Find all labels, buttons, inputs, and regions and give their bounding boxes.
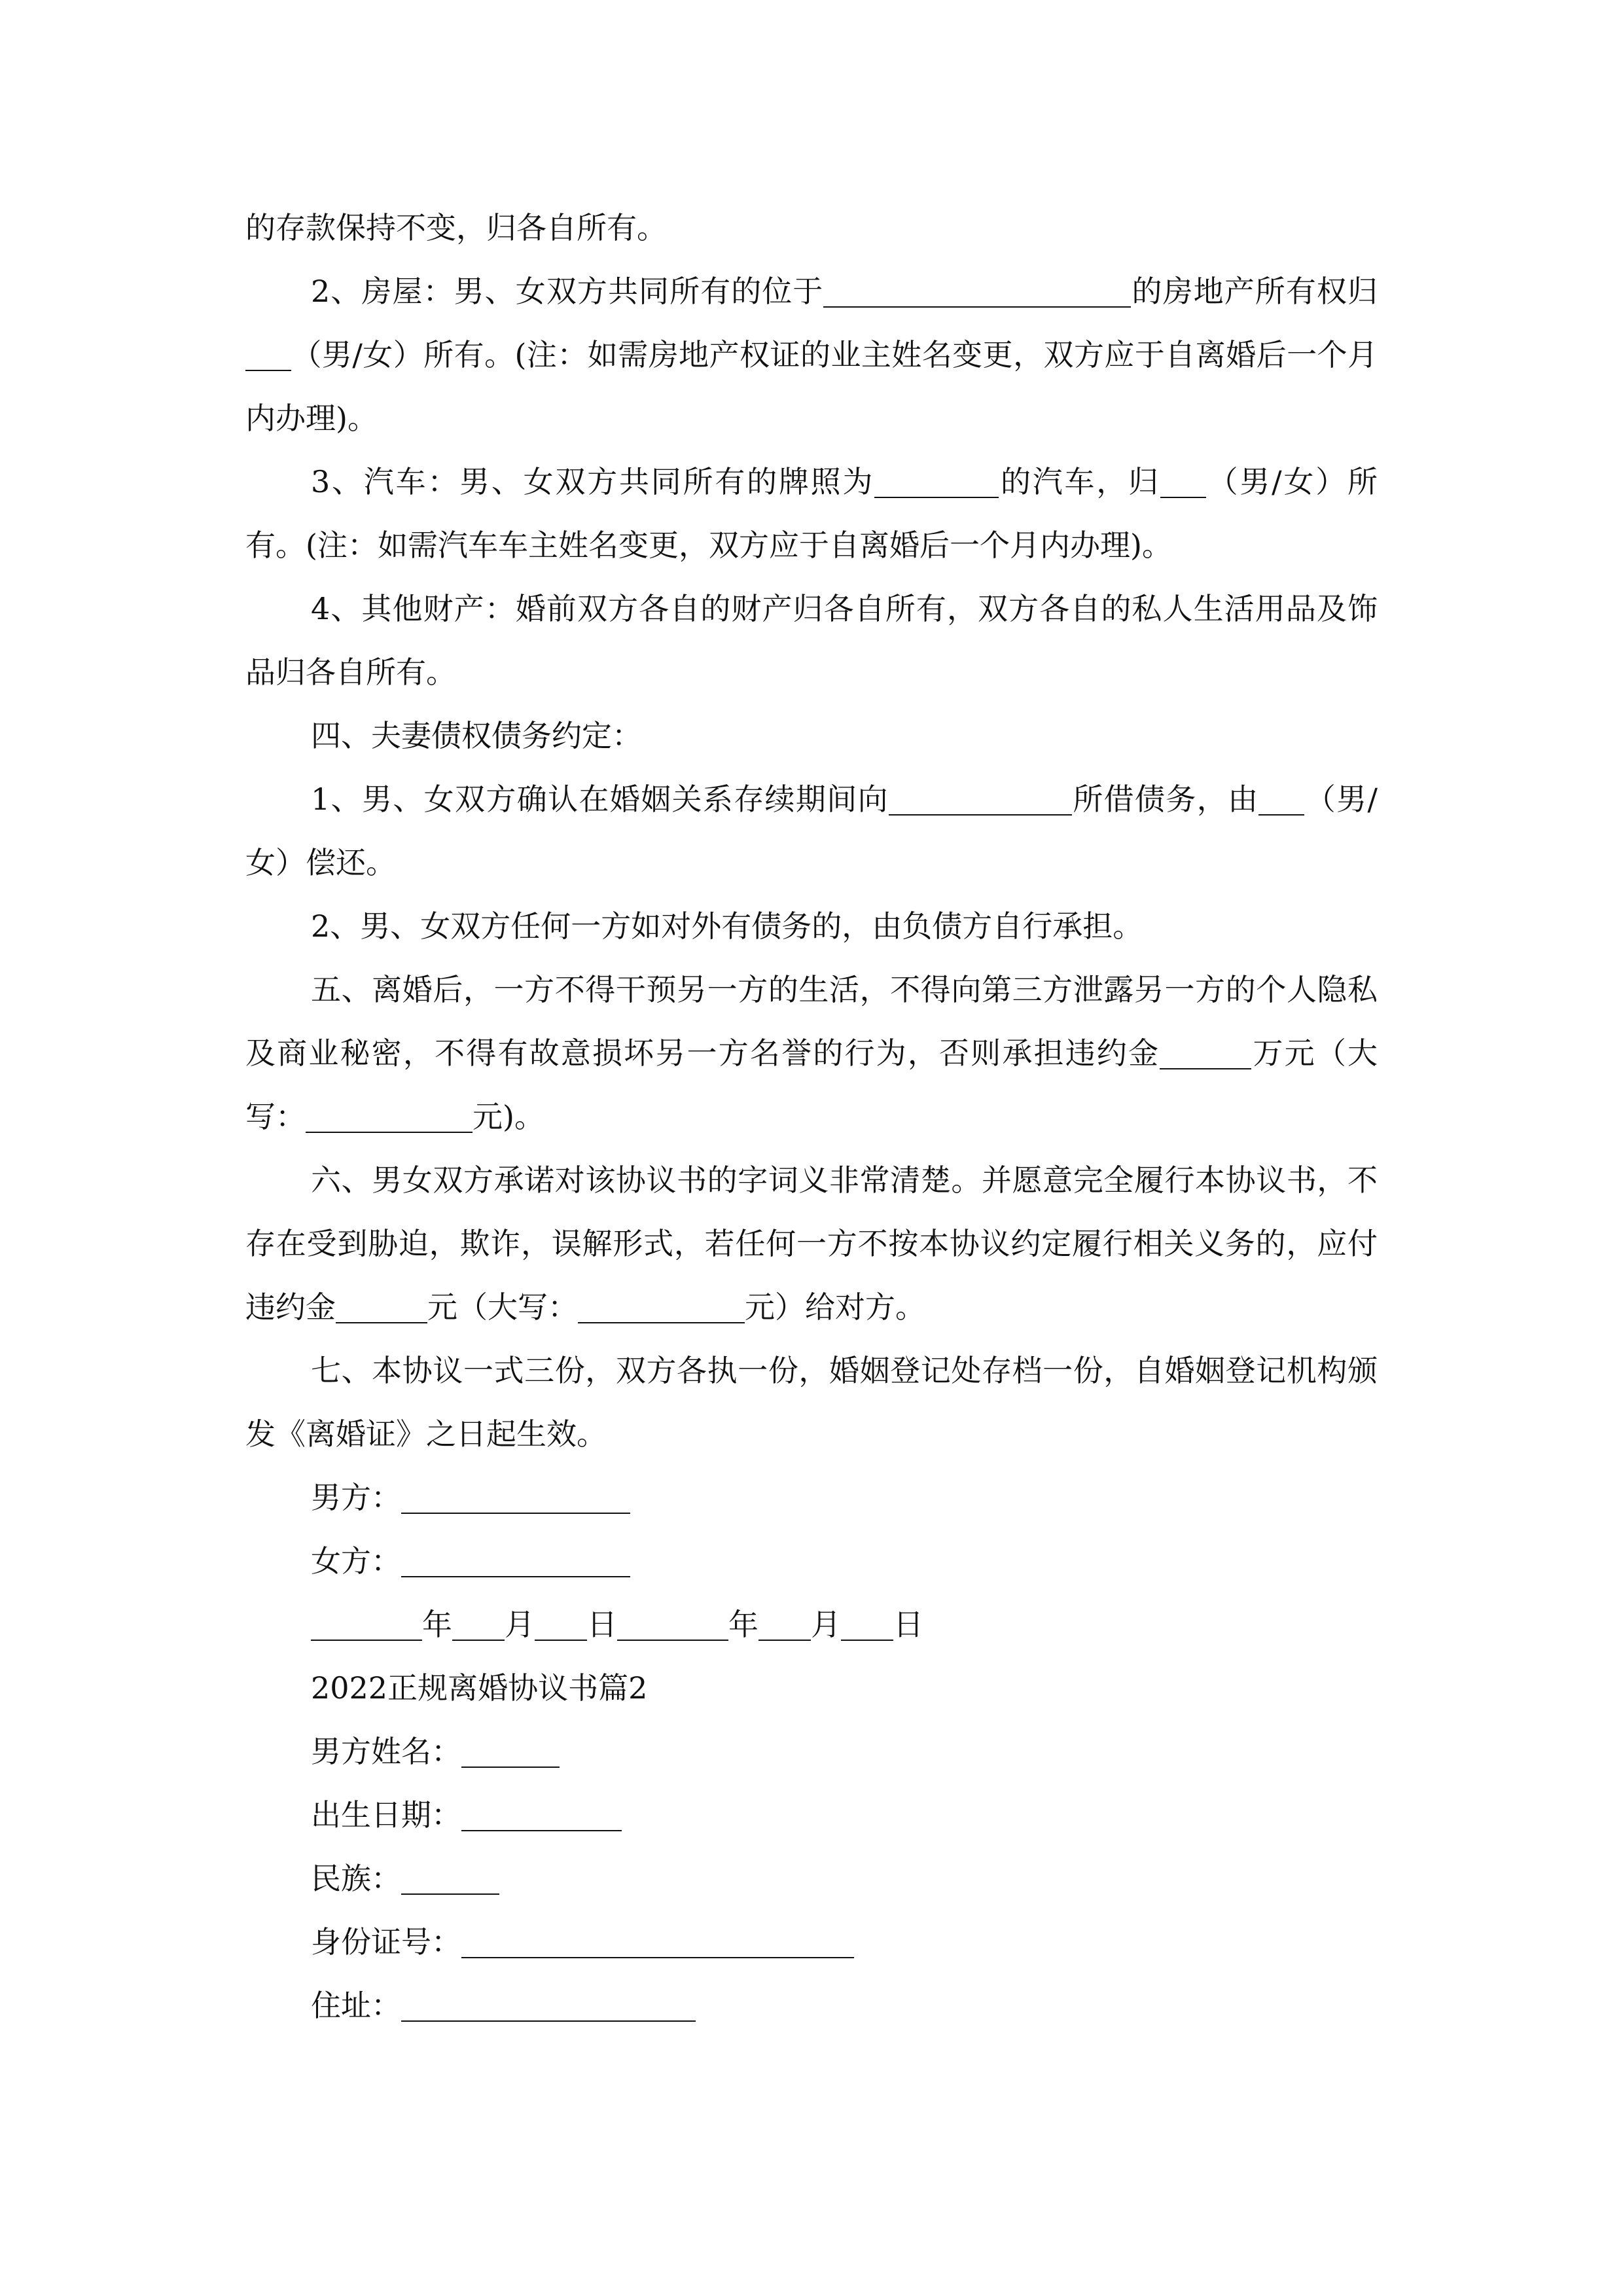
paragraph-debt-1: 1、男、女双方确认在婚姻关系存续期间向 所借债务，由 （男/女）偿还。 xyxy=(245,781,1378,880)
debtor-blank[interactable] xyxy=(1258,784,1304,816)
car-owner-blank[interactable] xyxy=(1160,467,1206,498)
address-field-line: 住址： xyxy=(245,1974,1378,2037)
default-words-blank[interactable] xyxy=(578,1292,745,1323)
house-owner-blank[interactable] xyxy=(245,340,291,371)
date-day-blank-1[interactable] xyxy=(535,1609,587,1641)
female-signature-blank[interactable] xyxy=(401,1546,630,1577)
date-line: 年 月 日 年 月 日 xyxy=(245,1593,1378,1657)
ethnic-blank[interactable] xyxy=(401,1863,499,1895)
paragraph-other-property: 4、其他财产：婚前双方各自的财产归各自所有，双方各自的私人生活用品及饰品归各自所有。 xyxy=(245,591,1378,690)
penalty-amount-blank[interactable] xyxy=(1160,1038,1251,1069)
car-plate-blank[interactable] xyxy=(874,467,999,498)
date-year-blank-2[interactable] xyxy=(617,1609,728,1641)
creditor-blank[interactable] xyxy=(889,784,1072,816)
name-blank[interactable] xyxy=(461,1736,560,1768)
name-field-line: 男方姓名： xyxy=(245,1720,1378,1784)
id-number-blank[interactable] xyxy=(461,1927,854,1958)
date-month-blank-1[interactable] xyxy=(452,1609,505,1641)
paragraph-house: 2、房屋：男、女双方共同所有的位于 的房地产所有权归（男/女）所有。(注：如需房地产权证的业主姓名变更，双方应于自离婚后一个月内办理)。 xyxy=(245,274,1378,436)
penalty-words-blank[interactable] xyxy=(306,1102,473,1133)
section-title: 2022正规离婚协议书篇2 xyxy=(311,1670,648,1706)
date-day-blank-2[interactable] xyxy=(841,1609,893,1641)
male-signature-blank[interactable] xyxy=(401,1482,630,1514)
id-field-line: 身份证号： xyxy=(245,1910,1378,1974)
date-month-blank-2[interactable] xyxy=(758,1609,811,1641)
ethnic-field-line: 民族： xyxy=(245,1847,1378,1910)
date-year-blank-1[interactable] xyxy=(311,1609,422,1641)
birth-field-line: 出生日期： xyxy=(245,1784,1378,1847)
default-amount-blank[interactable] xyxy=(336,1292,427,1323)
address-blank[interactable] xyxy=(401,1990,696,2022)
paragraph-seven: 七、本协议一式三份，双方各执一份，婚姻登记处存档一份，自婚姻登记机构颁发《离婚证》之日起生效。 xyxy=(245,1353,1378,1452)
paragraph-debt-2: 2、男、女双方任何一方如对外有债务的，由负债方自行承担。 xyxy=(311,908,1143,944)
document-page xyxy=(245,196,1378,2037)
paragraph-deposit: 的存款保持不变，归各自所有。 xyxy=(245,210,667,245)
paragraph-five: 五、离婚后，一方不得干预另一方的生活，不得向第三方泄露另一方的个人隐私及商业秘密，不得有故意损坏另一方名誉的行为，否则承担违约金 万元（大写： 元)。 xyxy=(245,972,1378,1134)
paragraph-six: 六、男女双方承诺对该协议书的字词义非常清楚。并愿意完全履行本协议书，不存在受到胁迫，欺诈，误解形式，若任何一方不按本协议约定履行相关义务的，应付违约金 元（大写： 元）给对方。 xyxy=(245,1162,1378,1325)
male-signature-line: 男方： xyxy=(245,1466,1378,1530)
birth-blank[interactable] xyxy=(461,1800,622,1831)
female-signature-line: 女方： xyxy=(245,1530,1378,1593)
house-location-blank[interactable] xyxy=(823,276,1131,308)
paragraph-car: 3、汽车：男、女双方共同所有的牌照为 的汽车，归 （男/女）所有。(注：如需汽车车主姓名变更，双方应于自离婚后一个月内办理)。 xyxy=(245,464,1378,563)
heading-debt: 四、夫妻债权债务约定： xyxy=(311,718,642,753)
